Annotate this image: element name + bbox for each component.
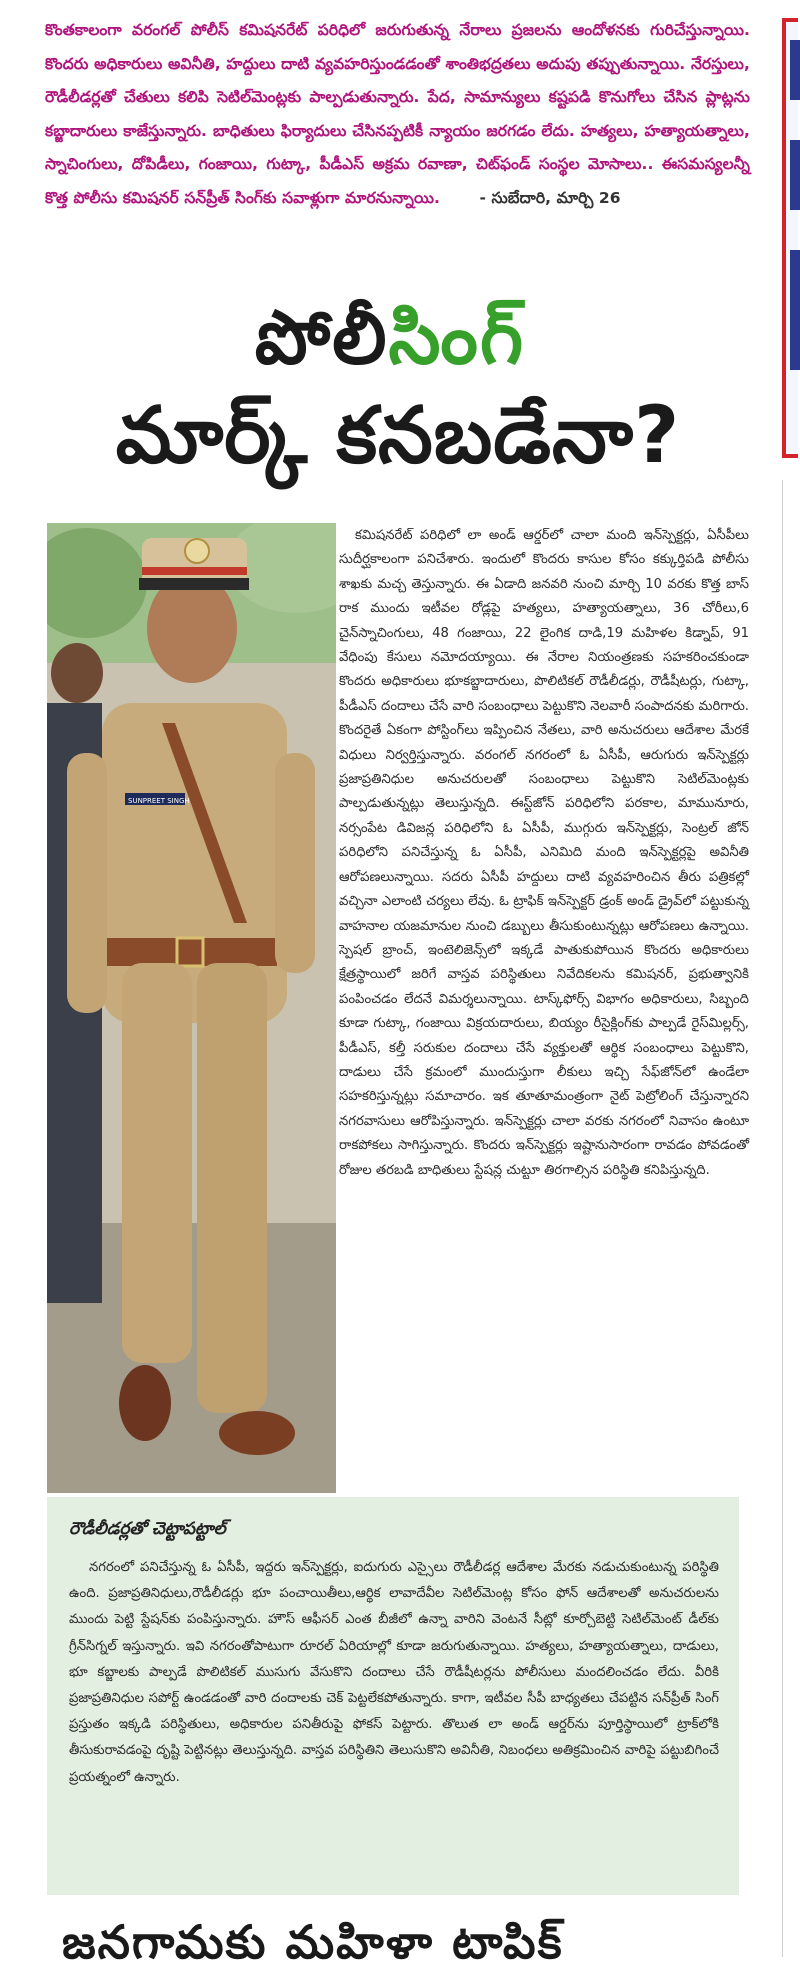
sidebar-box	[47, 1497, 739, 1895]
photo-illustration	[47, 523, 336, 1493]
article-paragraph: కమిషనరేట్ పరిధిలో లా అండ్ ఆర్డర్‌లో చాలా మంది ఇన్‌స్పెక్టర్లు, ఏసీపీలు సుదీర్ఘకాలంగా పనిచేశారు. ఇందులో కొందరు కాసుల కోసం కక్కుర్తిపడి పోలీసు శాఖకు మచ్చ తెస్తున్నారు. ఈ ఏడాది జనవరి నుంచి మార్చి 10 వరకు కొత్త బాస్ రాక ముందు ఇటీవల రోడ్లపై హత్యలు, హత్యాయత్నాలు, 36 చోరీలు,6 చైన్‌స్నాచింగులు, 48 గంజాయి, 22 లైంగిక దాడి,19 మహిళల కిడ్నాప్, 91 వేధింపు కేసులు నమోదయ్యాయి. ఈ నేరాల నియంత్రణకు సహకరించకుండా కొందరు అధికారులు భూకబ్జాదారులు, పొలిటికల్ రౌడీలీడర్లు, రౌడీషీటర్లు, గుట్కా, పీడీఎస్ దందాలు చేసే వారి సంబంధాలు పెట్టుకొని నెలవారీ సంపాదనకు మరిగారు. కొందరైతే ఏకంగా పోస్టింగ్‌లు ఇప్పించిన నేతలు, వారి అనుచరులు ఆదేశాల మేరకే విధులు నిర్వర్తిస్తున్నారు. వరంగల్ నగరంలో ఓ ఏసీపీ, ఆరుగురు ఇన్‌స్పెక్టర్లు ప్రజాప్రతినిధుల అనుచరులతో సంబంధాలు పెట్టుకొని సెటిల్‌మెంట్లకు పాల్పడుతున్నట్లు తెలుస్తున్నది. ఈస్ట్‌జోన్ పరిధిలోని పరకాల, మామునూరు, నర్సంపేట డివిజన్ల పరిధిలోని ఓ ఏసీపీ, ముగ్గురు ఇన్‌స్పెక్టర్లు, సెంట్రల్ జోన్ పరిధిలోని పనిచేస్తున్న ఓ ఏసీపీ, ఎనిమిది మంది ఇన్‌స్పెక్టర్లపై అవినీతి ఆరోపణలున్నాయి. సదరు ఏసీపీ హద్దులు దాటి వ్యవహరించిన తీరు పత్రికల్లో వచ్చినా ఎలాంటి చర్యలు లేవు. ఓ ట్రాఫిక్ ఇన్‌స్పెక్టర్ డ్రంక్ అండ్ డ్రైవ్‌లో పట్టుకున్న వాహనాల యజమానుల నుంచి డబ్బులు తీసుకుంటున్నట్లు ఆరోపణలు ఉన్నాయి. స్పెషల్ బ్రాంచ్, ఇంటెలిజెన్స్‌లో ఇక్కడే పాతుకుపోయిన కొందరు అధికారులు క్షేత్రస్థాయిలో జరిగే వాస్తవ పరిస్థితులు నివేదికలను కమిషనర్, ప్రభుత్వానికి పంపించడం లేదనే విమర్శలున్నాయి. టాస్క్‌ఫోర్స్ విభాగం అధికారులు, సిబ్బంది కూడా గుట్కా, గంజాయి విక్రయదారులు, బియ్యం రీసైక్లింగ్‌కు పాల్పడే రైస్‌మిల్లర్స్, పీడీఎస్, కల్తీ సరుకుల దందాలు చేసే వ్యక్తులతో ఆర్థిక సంబంధాలు పెట్టుకొని, దాడులు చేసే క్రమంలో ముందుస్తుగా లీకులు ఇచ్చి సేఫ్‌జోన్‌లో ఉండేలా సహకరిస్తున్నట్లు సమాచారం. ఇక తూతూమంత్రంగా నైట్ పెట్రోలింగ్ చేస్తున్నారని నగరవాసులు ఆరోపిస్తున్నారు. ఇన్‌స్పెక్టర్లు చాలా వరకు నగరంలో నివాసం ఉంటూ రాకపోకలు సాగిస్తున్నారు. కొందరు ఇన్‌స్పెక్టర్లు ఇష్టానుసారంగా రావడం పోవడంతో రోజుల తరబడి బాధితులు స్టేషన్ల చుట్టూ తిరగాల్సిన పరిస్థితి కనిపిస్తున్నది.	[339, 528, 749, 1178]
intro-paragraph	[45, 14, 750, 215]
byline: - సుబేదారి, మార్చి 26	[479, 188, 621, 207]
box-title: రౌడీలీడర్లతో చెట్టాపట్టాల్	[69, 1519, 226, 1539]
commissioner-photo	[47, 523, 336, 1493]
headline-line-1	[0, 295, 780, 381]
adjacent-ad-block	[790, 250, 800, 370]
headline-line-2: మార్క్ కనబడేనా?	[115, 391, 681, 481]
adjacent-ad-block	[790, 140, 800, 210]
column-divider	[782, 480, 783, 1957]
next-article-headline: జనగామకు మహిళా టాపిక్	[62, 1915, 564, 1969]
adjacent-ad-block	[790, 40, 800, 100]
headline-part-1: పోలీ	[254, 295, 389, 381]
headline-part-2: సింగ్	[388, 295, 526, 381]
box-body	[69, 1555, 719, 1791]
name-tag: SUNPREET SINGH	[128, 797, 190, 805]
intro-text: కొంతకాలంగా వరంగల్ పోలీస్ కమిషనరేట్ పరిధిలో జరుగుతున్న నేరాలు ప్రజలను ఆందోళనకు గురిచేస్తున్నాయి. కొందరు అధికారులు అవినీతి, హద్దులు దాటి వ్యవహరిస్తుండడంతో శాంతిభద్రతలు అదుపు తప్పుతున్నాయి. నేరస్తులు, రౌడీలీడర్లతో చేతులు కలిపి సెటిల్‌మెంట్లకు పాల్పడుతున్నారు. పేద, సామాన్యులు కష్టపడి కొనుగోలు చేసిన ప్లాట్లను కబ్జాదారులు కాజేస్తున్నారు. బాధితులు ఫిర్యాదులు చేసినప్పటికీ న్యాయం జరగడం లేదు. హత్యలు, హత్యాయత్నాలు, స్నాచింగులు, దోపిడీలు, గంజాయి, గుట్కా, పీడీఎస్ అక్రమ రవాణా, చిట్‌ఫండ్ సంస్థల మోసాలు.. ఈసమస్యలన్నీ కొత్త పోలీసు కమిషనర్ సన్‌ప్రీత్ సింగ్‌కు సవాళ్లుగా మారనున్నాయి.	[45, 21, 750, 207]
box-paragraph: నగరంలో పనిచేస్తున్న ఓ ఏసీపీ, ఇద్దరు ఇన్‌స్పెక్టర్లు, ఐదుగురు ఎస్సైలు రౌడీలీడర్ల ఆదేశాల మేరకు నడుచుకుంటున్న పరిస్థితి ఉంది. ప్రజాప్రతినిధులు,రౌడీలీడర్లు భూ పంచాయితీలు,ఆర్థిక లావాదేవీల సెటిల్‌మెంట్ల కోసం ఫోన్ ఆదేశాలతో అనుచరులను ముందు పెట్టి స్టేషన్‌కు పంపిస్తున్నారు. హౌస్ ఆఫీసర్ ఎంత బీజీలో ఉన్నా వారిని వెంటనే సీట్లో కూర్చోబెట్టి సెటిల్‌మెంట్ డీల్‌కు గ్రీన్‌సిగ్నల్ ఇస్తున్నారు. ఇవి నగరంతోపాటుగా రూరల్ ఏరియాల్లో కూడా జరుగుతున్నాయి. హత్యలు, హత్యాయత్నాలు, దాడులు, భూ కబ్జాలకు పాల్పడే పొలిటికల్ ముసుగు వేసుకొని దందాలు చేసే రౌడీషీటర్లను పోలీసులు మందలించడం లేదు. వీరికి ప్రజాప్రతినిధుల సపోర్ట్ ఉండడంతో వారి దందాలకు చెక్ పెట్టలేకపోతున్నారు. కాగా, ఇటీవల సీపీ బాధ్యతలు చేపట్టిన సన్‌ప్రీత్ సింగ్ ప్రస్తుతం ఇక్కడి పరిస్థితులు, అధికారుల పనితీరుపై ఫోకస్ పెట్టారు. తొలుత లా అండ్ ఆర్డర్‌ను పూర్తిస్థాయిలో ట్రాక్‌లోకి తీసుకురావడంపై దృష్టి పెట్టినట్లు తెలుస్తున్నది. వాస్తవ పరిస్థితిని తెలుసుకొని అవినీతి, నిబంధలు అతిక్రమించిన వారిపై పట్టుబిగించే ప్రయత్నంలో ఉన్నారు.	[69, 1560, 719, 1785]
article-body	[339, 524, 749, 1183]
